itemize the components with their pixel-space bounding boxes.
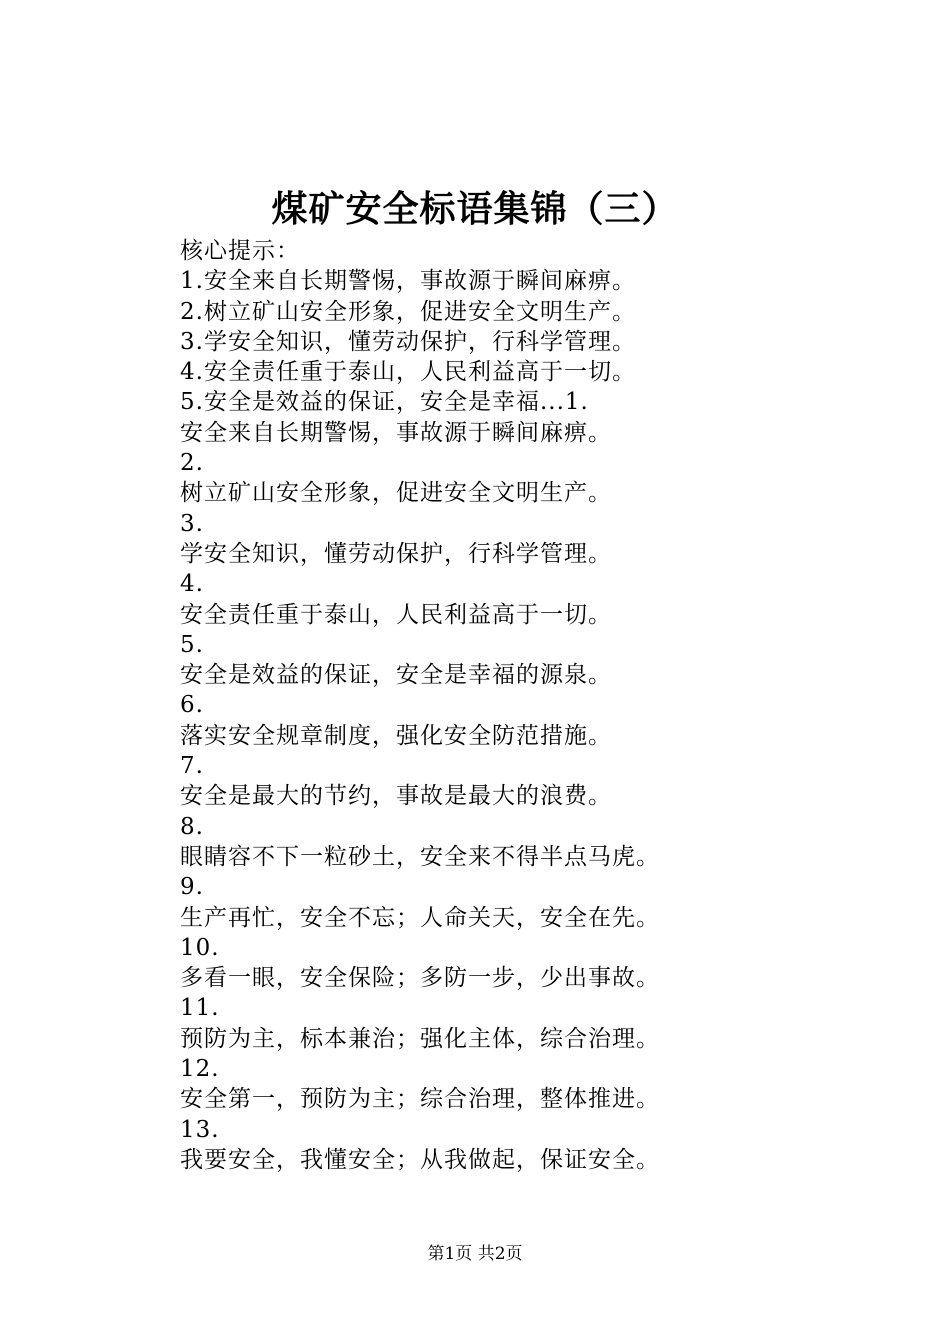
- text-line: 4.安全责任重于泰山，人民利益高于一切。: [180, 359, 636, 386]
- text-line: 11.: [180, 995, 220, 1022]
- page-footer: 第1页 共2页: [427, 1244, 523, 1264]
- text-line: 10.: [180, 934, 220, 961]
- text-line: 1.安全来自长期警惕，事故源于瞬间麻痹。: [180, 268, 636, 295]
- text-line: 生产再忙，安全不忘；人命关天，安全在先。: [180, 904, 660, 931]
- text-line: 7.: [180, 753, 204, 780]
- text-line: 13.: [180, 1116, 220, 1143]
- text-line: 预防为主，标本兼治；强化主体，综合治理。: [180, 1025, 660, 1052]
- text-line: 12.: [180, 1056, 220, 1083]
- text-line: 眼睛容不下一粒砂土，安全来不得半点马虎。: [180, 843, 660, 870]
- document-title: 煤矿安全标语集锦（三）: [271, 188, 679, 230]
- text-line: 核心提示：: [180, 238, 300, 264]
- text-line: 安全来自长期警惕，事故源于瞬间麻痹。: [180, 419, 612, 446]
- text-line: 6.: [180, 692, 204, 719]
- text-line: 树立矿山安全形象，促进安全文明生产。: [180, 480, 612, 507]
- text-line: 2.树立矿山安全形象，促进安全文明生产。: [180, 298, 636, 325]
- text-line: 多看一眼，安全保险；多防一步，少出事故。: [180, 965, 660, 992]
- text-line: 学安全知识，懂劳动保护，行科学管理。: [180, 540, 612, 567]
- text-line: 8.: [180, 813, 204, 840]
- text-line: 3.: [180, 510, 204, 537]
- text-line: 安全是效益的保证，安全是幸福的源泉。: [180, 662, 612, 689]
- text-line: 5.安全是效益的保证，安全是幸福...1.: [180, 389, 589, 416]
- text-line: 4.: [180, 571, 204, 598]
- document-body: [180, 236, 800, 1175]
- text-line: 安全责任重于泰山，人民利益高于一切。: [180, 601, 612, 628]
- text-line: 落实安全规章制度，强化安全防范措施。: [180, 722, 612, 749]
- text-line: 我要安全，我懂安全；从我做起，保证安全。: [180, 1146, 660, 1173]
- text-line: 9.: [180, 874, 204, 901]
- text-line: 2.: [180, 450, 204, 477]
- text-line: 3.学安全知识，懂劳动保护，行科学管理。: [180, 328, 636, 355]
- text-line: 安全是最大的节约，事故是最大的浪费。: [180, 783, 612, 810]
- text-line: 5.: [180, 631, 204, 658]
- text-line: 安全第一，预防为主；综合治理，整体推进。: [180, 1086, 660, 1113]
